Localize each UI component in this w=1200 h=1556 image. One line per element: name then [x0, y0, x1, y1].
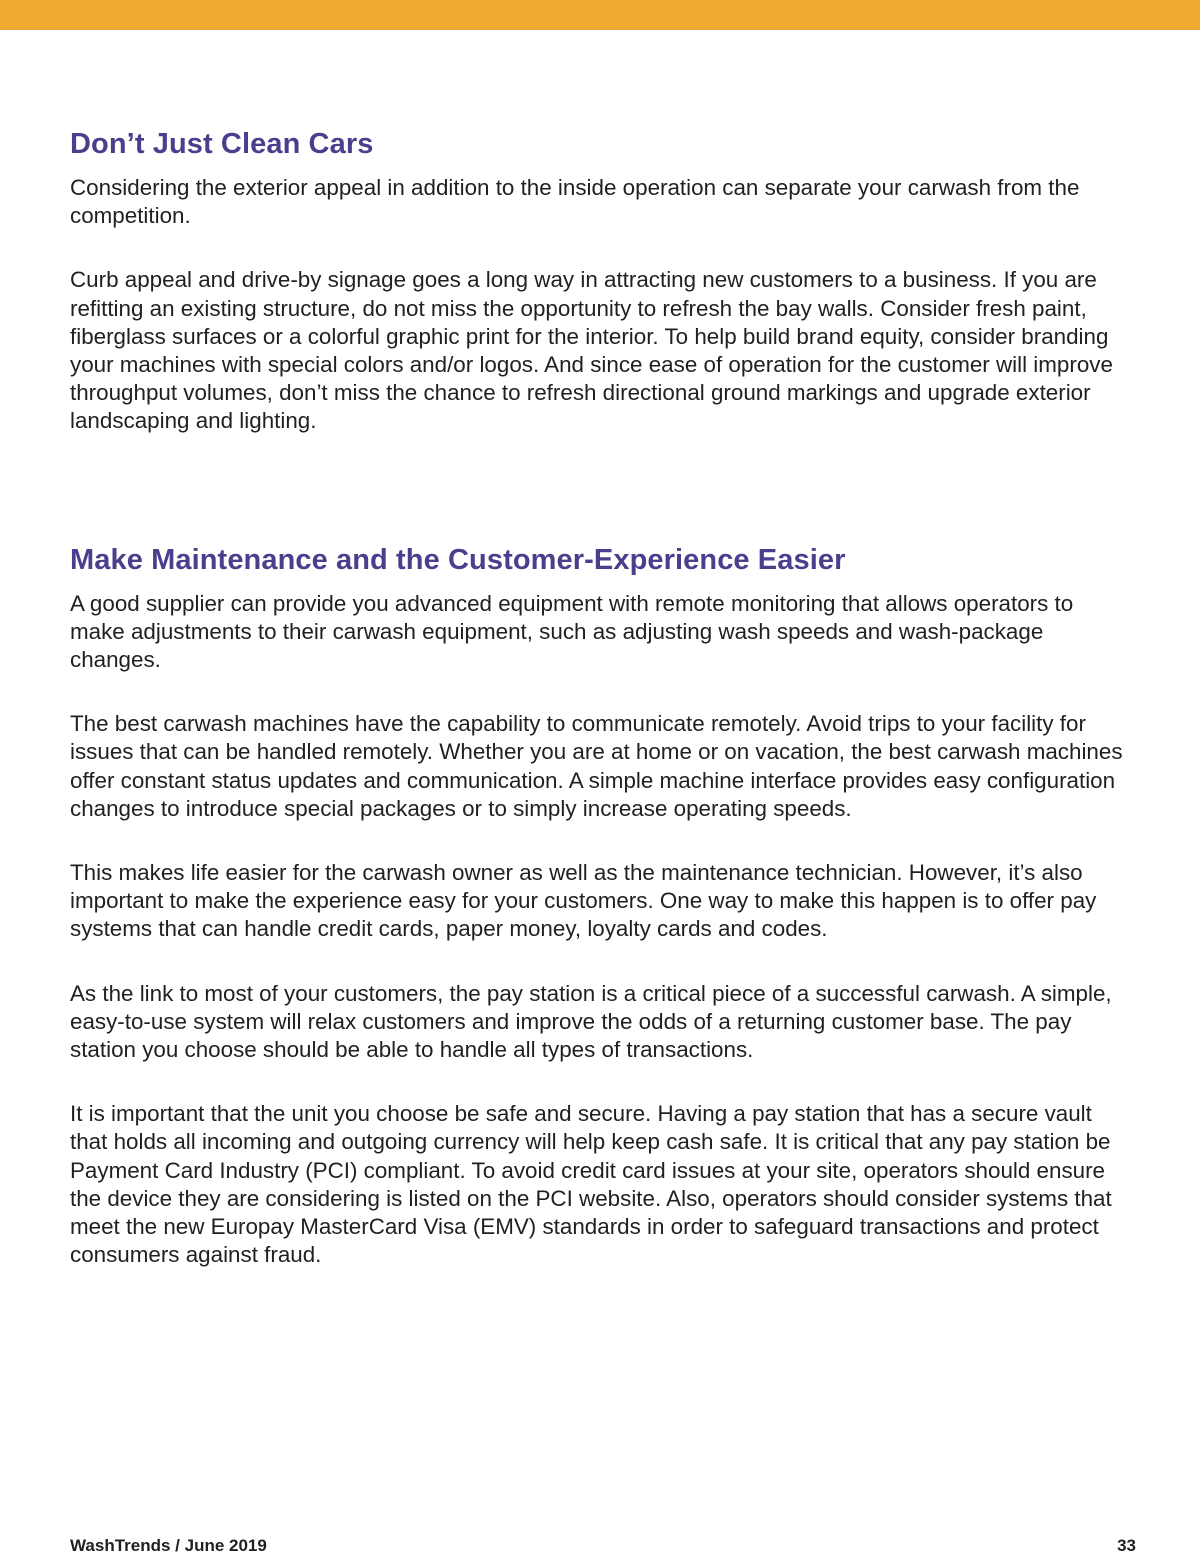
section-heading: Make Maintenance and the Customer-Experience Easier: [70, 543, 846, 576]
paragraph: As the link to most of your customers, the pay station is a critical piece of a successful carwash. A simple, easy-to-use system will relax customers and improve the odds of a returning customer base. The pay station you choose should be able to handle all types of transactions.: [70, 980, 1112, 1063]
section-heading: Don’t Just Clean Cars: [70, 128, 374, 160]
top-accent-bar: [0, 0, 1200, 30]
paragraph: The best carwash machines have the capability to communicate remotely. Avoid trips to your facility for issues that can be handled remotely. Whether you are at home or on vacation, the best carwash machines offer constant status updates and communication. A simple machine interface provides easy configuration changes to introduce special packages or to simply increase operating speeds.: [70, 711, 1123, 821]
paragraph: It is important that the unit you choose be safe and secure. Having a pay station that has a secure vault that holds all incoming and outgoing currency will help keep cash safe. It is critical that any pay station be Payment Card Industry (PCI) compliant. To avoid credit card issues at your site, operators should ensure the device they are considering is listed on the PCI website. Also, operators should consider systems that meet the new Europay MasterCard Visa (EMV) standards in order to safeguard transactions and protect consumers against fraud.: [70, 1101, 1112, 1268]
section-dont-just-clean-cars: [70, 124, 1130, 436]
paragraph: A good supplier can provide you advanced equipment with remote monitoring that allows operators to make adjustments to their carwash equipment, such as adjusting wash speeds and wash-package changes.: [70, 590, 1074, 673]
paragraph: This makes life easier for the carwash owner as well as the maintenance technician. However, it’s also important to make the experience easy for your customers. One way to make this happen is to offer pay systems that can handle credit cards, paper money, loyalty cards and codes.: [70, 860, 1097, 942]
section-maintenance-customer-experience: [70, 540, 1130, 1270]
paragraph: Considering the exterior appeal in addition to the inside operation can separate your carwash from the competition.: [70, 175, 1080, 229]
article-body: [70, 124, 1130, 1269]
paragraph: Curb appeal and drive-by signage goes a long way in attracting new customers to a business. If you are refitting an existing structure, do not miss the opportunity to refresh the bay walls. Consider fresh paint, fiberglass surfaces or a colorful graphic print for the interior. To help build brand equity, consider branding your machines with special colors and/or logos. And since ease of operation for the customer will improve throughput volumes, don’t miss the chance to refresh directional ground markings and upgrade exterior landscaping and lighting.: [70, 267, 1113, 434]
page-number: 33: [1117, 1536, 1136, 1555]
footer-publication: WashTrends / June 2019: [70, 1536, 267, 1555]
